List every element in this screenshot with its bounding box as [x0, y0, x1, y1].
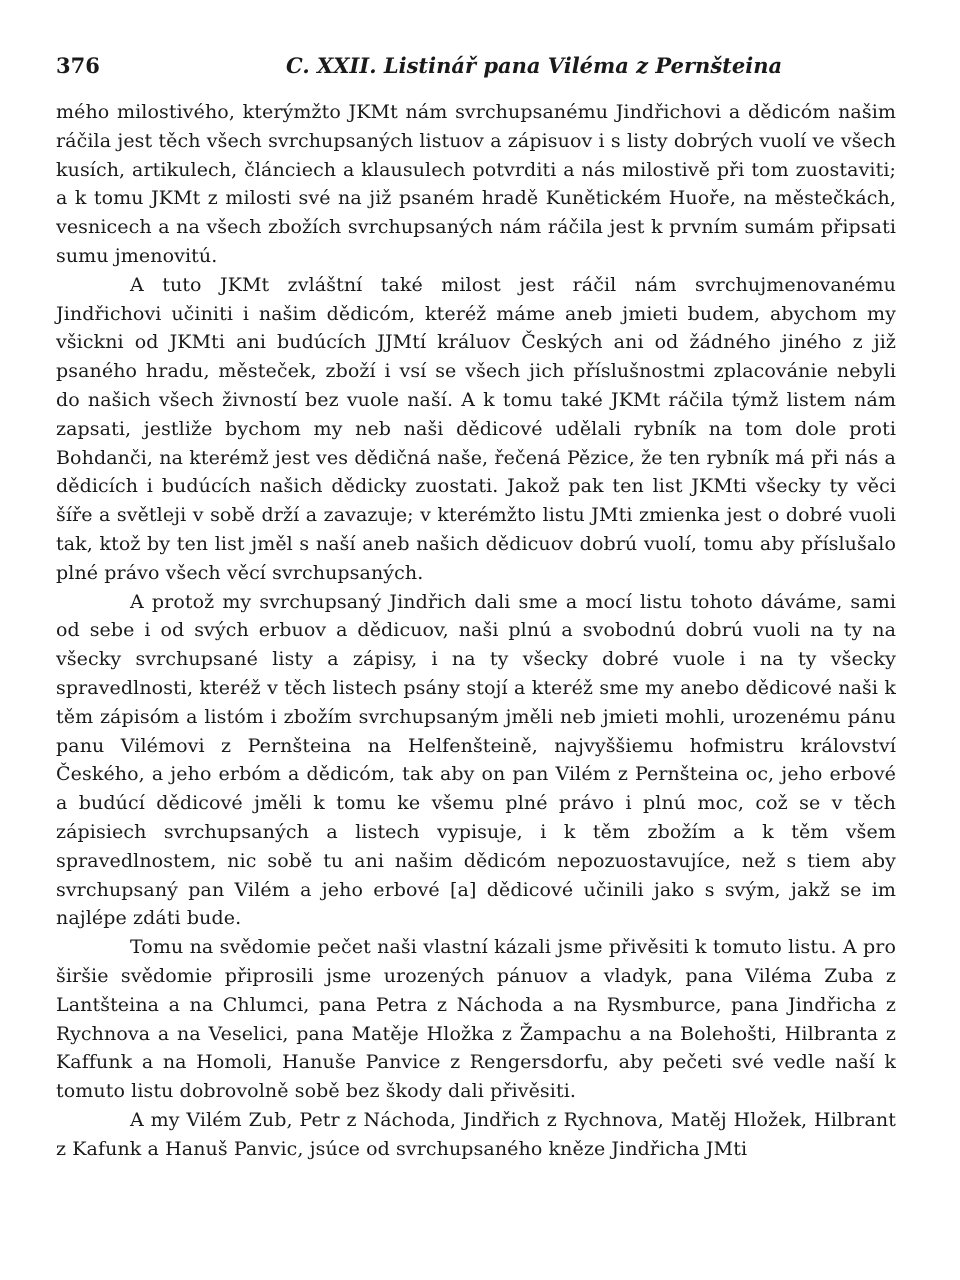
document-page — [56, 48, 896, 1163]
paragraph-3: A protož my svrchupsaný Jindřich dali sme a mocí listu tohoto dáváme, sami od sebe i od svých erbuov a dědicuov, naši plnú a svobodnú dobrú vuoli na ty na všecky svrchupsané listy a zápisy, i na ty všecky dobré vuole i na ty všecky spravedlnosti, kteréž v těch listech psány stojí a kteréž sme my anebo dědicové naši k těm zápisóm a listóm i zbožím svrchupsaným jměli neb jmieti mohli, urozenému pánu panu Vilémovi z Pernšteina na Helfenšteině, najvyššiemu hofmistru království Českého, a jeho erbóm a dědicóm, tak aby on pan Vilém z Pernšteina oc, jeho erbové a budúcí dědicové jměli k tomu ke všemu plné právo i plnú moc, což se v těch zápisiech svrchupsaných a listech vypisuje, i k těm zbožím a k těm všem spravedlnostem, nic sobě tu ani našim dědicóm nepozuostavujíce, než s tiem aby svrchupsaný pan Vilém a jeho erbové [a] dědicové učinili jako s svým, jakž se im najlépe zdáti bude. — [56, 590, 896, 930]
paragraph-2: A tuto JKMt zvláštní také milost jest ráčil nám svrchujmenovanému Jindřichovi učiniti i našim dědicóm, kteréž máme aneb jmieti budem, abychom my všickni od JKMti ani budúcích JJMtí králuov Českých ani od žádného jiného z již psaného hradu, městeček, zboží i vsí se všech jich příslušnostmi zplacovánie nebyli do našich všech živností bez vuole naší. A k tomu také JKMt ráčila týmž listem nám zapsati, jestliže bychom my neb naši dědicové udělali rybník na tom dole proti Bohdanči, na kterémž jest ves dědičná naše, řečená Pězice, že ten rybník má při nás a dědicích i budúcích našich dědicky zuostati. Jakož pak ten list JKMti všecky ty věci šíře a světleji v sobě drží a zavazuje; v kterémžto listu JMti zmienka jest o dobré vuoli tak, ktož by ten list jměl s naší aneb našich dědicuov dobrú vuolí, tomu aby příslušalo plné právo všech věcí svrchupsaných. — [56, 273, 896, 584]
paragraph-1: mého milostivého, kterýmžto JKMt nám svrchupsanému Jindřichovi a dědicóm našim ráčila jest těch všech svrchupsaných listuov a zápisuov i s listy dobrých vuolí ve všech kusích, artikulech, článciech a klausulech potvrditi a nás milostivě při tom zuostaviti; a k tomu JKMt z milosti své na již psaném hradě Kunětickém Huoře, na městečkách, vesnicech a na všech zbožích svrchupsaných nám ráčila jest k prvním sumám připsati sumu jmenovitú. — [56, 101, 896, 267]
page-number: 376 — [56, 53, 100, 78]
paragraph-5: A my Vilém Zub, Petr z Náchoda, Jindřich z Rychnova, Matěj Hložek, Hilbrant z Kafunk a Hanuš Panvic, jsúce od svrchupsaného kněze Jindřicha JMti — [56, 1108, 896, 1160]
running-title: C. XXII. Listinář pana Viléma z Pernšteina — [286, 53, 783, 78]
running-head — [56, 48, 896, 84]
paragraph-4: Tomu na svědomie pečet naši vlastní kázali jsme přivěsiti k tomuto listu. A pro širšie svědomie připrosili jsme urozených pánuov a vladyk, pana Viléma Zuba z Lantšteina a na Chlumci, pana Petra z Náchoda a na Rysmburce, pana Jindřicha z Rychnova a na Veselici, pana Matěje Hložka z Žampachu a na Bolehošti, Hilbranta z Kaffunk a na Homoli, Hanuše Panvice z Rengersdorfu, aby pečeti své vedle naší k tomuto listu dobrovolně sobě bez škody dali přivěsiti. — [56, 936, 896, 1103]
body-text — [56, 98, 896, 1163]
